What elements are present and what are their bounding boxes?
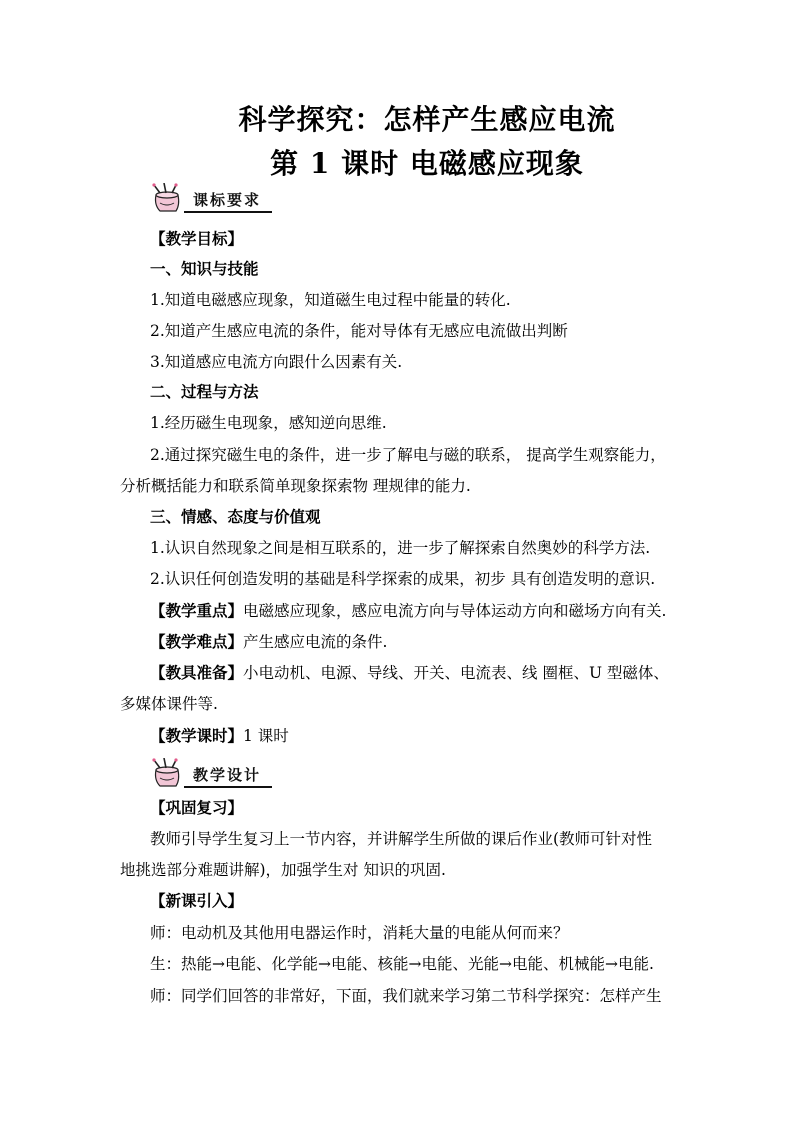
teaching-aids-continuation: 多媒体课件等.	[120, 695, 218, 713]
dialogue-line: 师：电动机及其他用电器运作时，消耗大量的电能从何而来？	[150, 924, 569, 942]
class-hours-line	[150, 725, 289, 747]
paragraph-line: 教师引导学生复习上一节内容，并讲解学生所做的课后作业(教师可针对性	[150, 830, 653, 848]
list-item: 2.通过探究磁生电的条件，进一步了解电与磁的联系， 提高学生观察能力，	[150, 446, 666, 464]
list-item: 1.经历磁生电现象，感知逆向思维.	[150, 414, 387, 432]
section-knowledge-heading: 一、知识与技能	[150, 259, 259, 278]
paragraph-line: 地挑选部分难题讲解)，加强学生对 知识的巩固.	[120, 861, 446, 879]
list-item: 3.知道感应电流方向跟什么因素有关.	[150, 353, 403, 371]
key-points-text: 电磁感应现象，感应电流方向与导体运动方向和磁场方向有关.	[243, 602, 667, 620]
section-attitude-heading: 三、情感、态度与价值观	[150, 507, 321, 526]
banner-underline	[184, 786, 272, 788]
section-banner-design	[150, 758, 272, 790]
teaching-aids-text: 小电动机、电源、导线、开关、电流表、线 圈框、U 型磁体、	[243, 664, 669, 682]
list-item: 2.知道产生感应电流的条件，能对导体有无感应电流做出判断	[150, 322, 568, 340]
difficulty-text: 产生感应电流的条件.	[243, 633, 388, 651]
banner-label: 课标要求	[192, 191, 261, 209]
list-item: 1.认识自然现象之间是相互联系的，进一步了解探索自然奥妙的科学方法.	[150, 539, 651, 557]
teaching-aids-line	[150, 662, 669, 684]
page-subtitle: 第 1 课时 电磁感应现象	[270, 147, 584, 180]
banner-label: 教学设计	[192, 766, 261, 784]
list-item: 2.认识任何创造发明的基础是科学探索的成果，初步 具有创造发明的意识.	[150, 570, 656, 588]
pencil-cup-icon	[150, 183, 186, 215]
class-hours-label: 【教学课时】	[150, 726, 244, 745]
difficulty-line	[150, 631, 387, 653]
key-points-label: 【教学重点】	[150, 601, 244, 620]
class-hours-text: 1 课时	[243, 727, 289, 745]
difficulty-label: 【教学难点】	[150, 632, 244, 651]
page-title: 科学探究：怎样产生感应电流	[238, 103, 616, 136]
banner-underline	[184, 211, 272, 213]
list-item: 1.知道电磁感应现象，知道磁生电过程中能量的转化.	[150, 291, 511, 309]
section-banner-curriculum	[150, 183, 272, 215]
review-heading: 【巩固复习】	[150, 798, 244, 817]
dialogue-line: 生：热能→电能、化学能→电能、核能→电能、光能→电能、机械能→电能.	[150, 955, 654, 973]
key-points-line	[150, 600, 666, 622]
dialogue-line: 师：同学们回答的非常好，下面，我们就来学习第二节科学探究：怎样产生	[150, 987, 662, 1005]
teaching-aids-label: 【教具准备】	[150, 663, 244, 682]
section-process-heading: 二、过程与方法	[150, 382, 259, 401]
intro-heading: 【新课引入】	[150, 891, 244, 910]
teaching-goals-heading: 【教学目标】	[150, 229, 244, 248]
list-item-continuation: 分析概括能力和联系简单现象探索物 理规律的能力.	[120, 477, 471, 495]
pencil-cup-icon	[150, 758, 186, 790]
